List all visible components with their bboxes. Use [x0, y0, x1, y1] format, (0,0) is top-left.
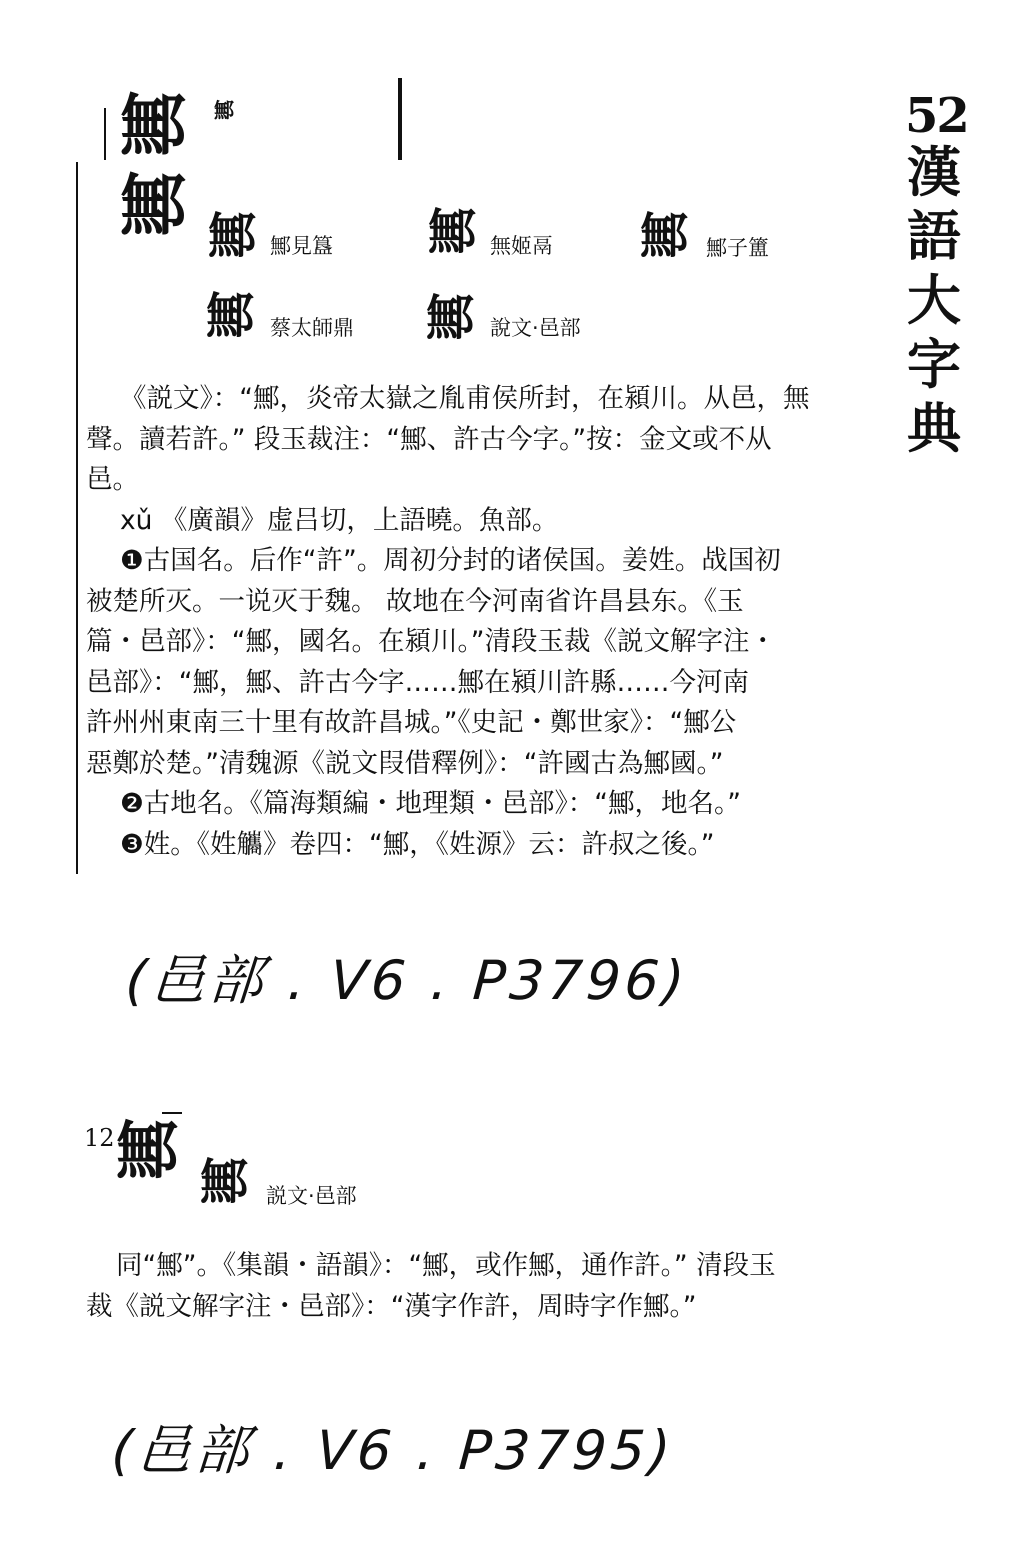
- book-title-char: 語: [907, 204, 961, 268]
- definition-line: 聲。讀若許。” 段玉裁注：“鄦、許古今字。”按：金文或不从: [86, 423, 772, 455]
- entry-definition: [86, 1246, 776, 1327]
- sense-3: ❸姓。《姓觿》卷四：“鄦，《姓源》云：許叔之後。”: [120, 828, 715, 860]
- definition-line: 篇・邑部》：“鄦，國名。在潁川。”清段玉裁《説文解字注・: [86, 626, 776, 657]
- ancient-form-glyph: 鄦: [206, 288, 253, 344]
- ancient-form-source: 說文·邑部: [490, 316, 581, 340]
- page-number: 52: [905, 88, 968, 144]
- stroke-count: 12: [84, 1124, 115, 1152]
- book-title-char: 字: [907, 332, 961, 396]
- ancient-form-source: 鄦見簋: [270, 234, 333, 258]
- ancient-form-glyph: 鄦: [426, 290, 473, 346]
- definition-line: 許州州東南三十里有故許昌城。”《史記・鄭世家》：“鄦公: [86, 707, 737, 738]
- headword: 鄦: [120, 86, 186, 164]
- definition-line: 邑部》：“鄦，鄦、許古今字……鄦在潁川許縣……今河南: [86, 666, 749, 698]
- sense-2: ❷古地名。《篇海類編・地理類・邑部》：“鄦，地名。”: [120, 788, 741, 819]
- ancient-form-source: 説文·邑部: [266, 1184, 357, 1208]
- definition-line: 邑。: [86, 464, 139, 495]
- divider-line-left-top: [104, 108, 106, 160]
- book-title-char: 漢: [907, 140, 961, 204]
- book-title-char: 典: [907, 396, 961, 460]
- headword-variant: 鄦: [214, 98, 234, 122]
- definition-line: 同“鄦”。《集韻・語韻》：“鄦，或作鄦，通作許。” 清段玉: [116, 1250, 776, 1281]
- book-title: [904, 140, 964, 460]
- definition-line: 裁《説文解字注・邑部》：“漢字作許，周時字作鄦。”: [86, 1290, 697, 1322]
- handwritten-note: (邑部 . V6 . P3795): [109, 1419, 677, 1482]
- definition-line: 被楚所灭。一说灭于魏。 故地在今河南省许昌县东。《玉: [86, 585, 744, 617]
- ancient-form-source: 蔡太師鼎: [270, 316, 354, 340]
- ancient-form-glyph: 鄦: [640, 208, 687, 264]
- entry-definition: [86, 379, 809, 865]
- ancient-form-glyph: 鄦: [428, 204, 475, 260]
- pronunciation-line: xǔ 《廣韻》虚吕切，上語曉。魚部。: [120, 504, 559, 536]
- divider-line-left: [76, 162, 78, 874]
- ancient-form-source: 無姬鬲: [490, 234, 553, 258]
- headword: 鄦: [116, 1114, 179, 1187]
- ancient-form-glyph: 鄦: [208, 208, 255, 264]
- divider-line-top: [398, 78, 402, 160]
- headword-form: 鄦: [120, 166, 186, 244]
- book-title-char: 大: [907, 268, 961, 332]
- ancient-form-source: 鄦子簠: [706, 236, 769, 260]
- definition-line: 惡鄭於楚。”清魏源《説文叚借釋例》：“許國古為鄦國。”: [86, 747, 724, 779]
- ancient-form-glyph: 鄦: [200, 1154, 247, 1210]
- sense-1: ❶古国名。后作“許”。周初分封的诸侯国。姜姓。战国初: [120, 545, 781, 576]
- handwritten-note: (邑部 . V6 . P3796): [123, 949, 691, 1012]
- definition-line: 《説文》：“鄦，炎帝太嶽之胤甫侯所封，在潁川。从邑，無: [120, 383, 810, 414]
